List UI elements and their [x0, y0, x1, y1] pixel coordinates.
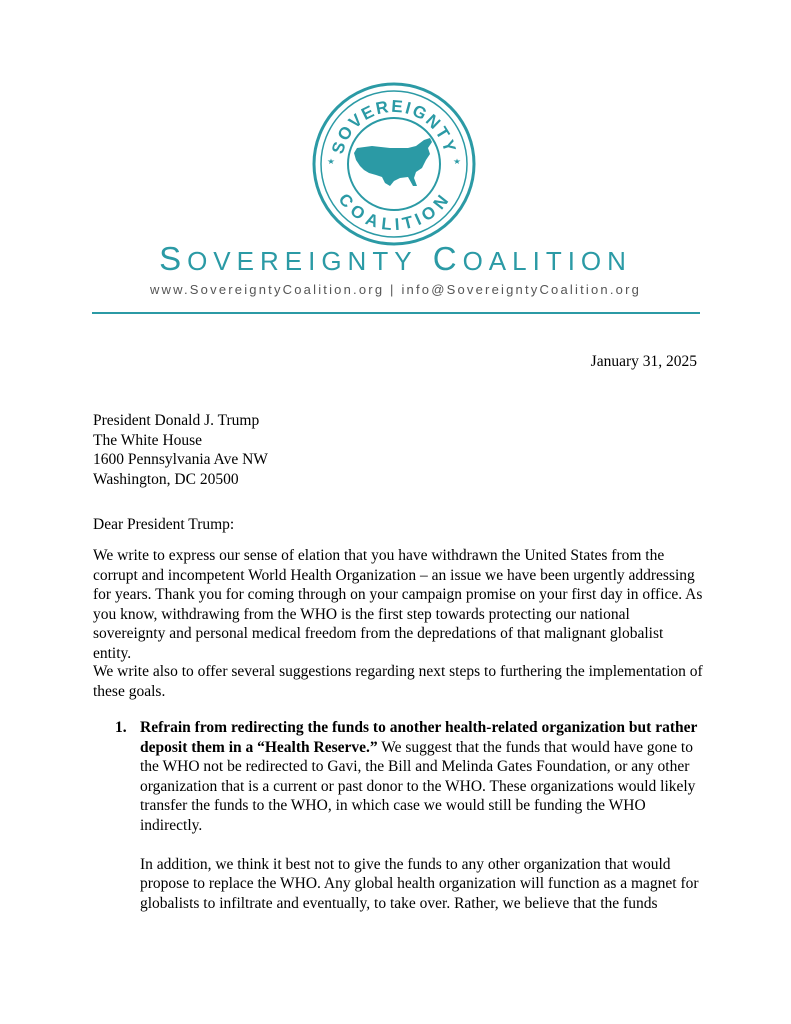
contact-line: www.SovereigntyCoalition.org | info@SovereigntyCoalition.org — [149, 282, 642, 297]
organization-name: SOVEREIGNTY COALITION — [159, 240, 632, 277]
recipient-office: The White House — [93, 431, 203, 449]
svg-text:SOVEREIGNTY — [328, 97, 460, 156]
star-icon — [328, 159, 335, 165]
letter-date: January 31, 2025 — [590, 353, 697, 370]
recipient-street: 1600 Pennsylvania Ave NW — [93, 451, 268, 468]
recipient-city: Washington, DC 20500 — [93, 470, 239, 488]
body-paragraph-2: We write also to offer several suggestions regarding next steps to furthering the implementation of these goals. — [93, 663, 703, 700]
sovereignty-coalition-seal — [312, 82, 476, 246]
seal-top-text: SOVEREIGNTY — [328, 96, 460, 157]
recipient-address — [93, 411, 268, 489]
usa-map-icon — [354, 138, 432, 186]
item-lead: Refrain from redirecting the funds to another health-related organization but rather deposit them in a “Health Reserve.” — [140, 719, 698, 756]
body-paragraph-1: We write to express our sense of elation that you have withdrawn the United States from the corrupt and incompetent World Health Organization – an issue we have been urgently addressing for years. Thank you for coming through on your campaign promise on your first day in office. As you know, withdrawing from the WHO is the first step towards protecting our national sovereignty and personal medical freedom from the depredations of that malignant globalist entity. — [93, 547, 703, 662]
seal-bottom-text: COALITION — [334, 189, 454, 235]
numbered-item-1 — [93, 718, 705, 913]
item-number: 1. — [115, 719, 127, 736]
salutation: Dear President Trump: — [93, 516, 235, 533]
star-icon — [454, 159, 461, 165]
item-text: We suggest that the funds that would have gone to the WHO not be redirected to Gavi, the Bill and Melinda Gates Foundation, or any other organization that is a current or past donor to the WHO. These organizations would likely transfer the funds to the WHO, in which case we would still be funding the WHO indirectly. — [140, 738, 696, 834]
recipient-name: President Donald J. Trump — [93, 412, 260, 429]
svg-text:COALITION — [335, 190, 454, 234]
header-divider — [92, 312, 700, 314]
item-text-continued: In addition, we think it best not to give the funds to any other organization that would propose to replace the WHO. Any global health organization will function as a magnet for globalists to infiltrate and eventually, to take over. Rather, we believe that the funds — [140, 855, 699, 912]
